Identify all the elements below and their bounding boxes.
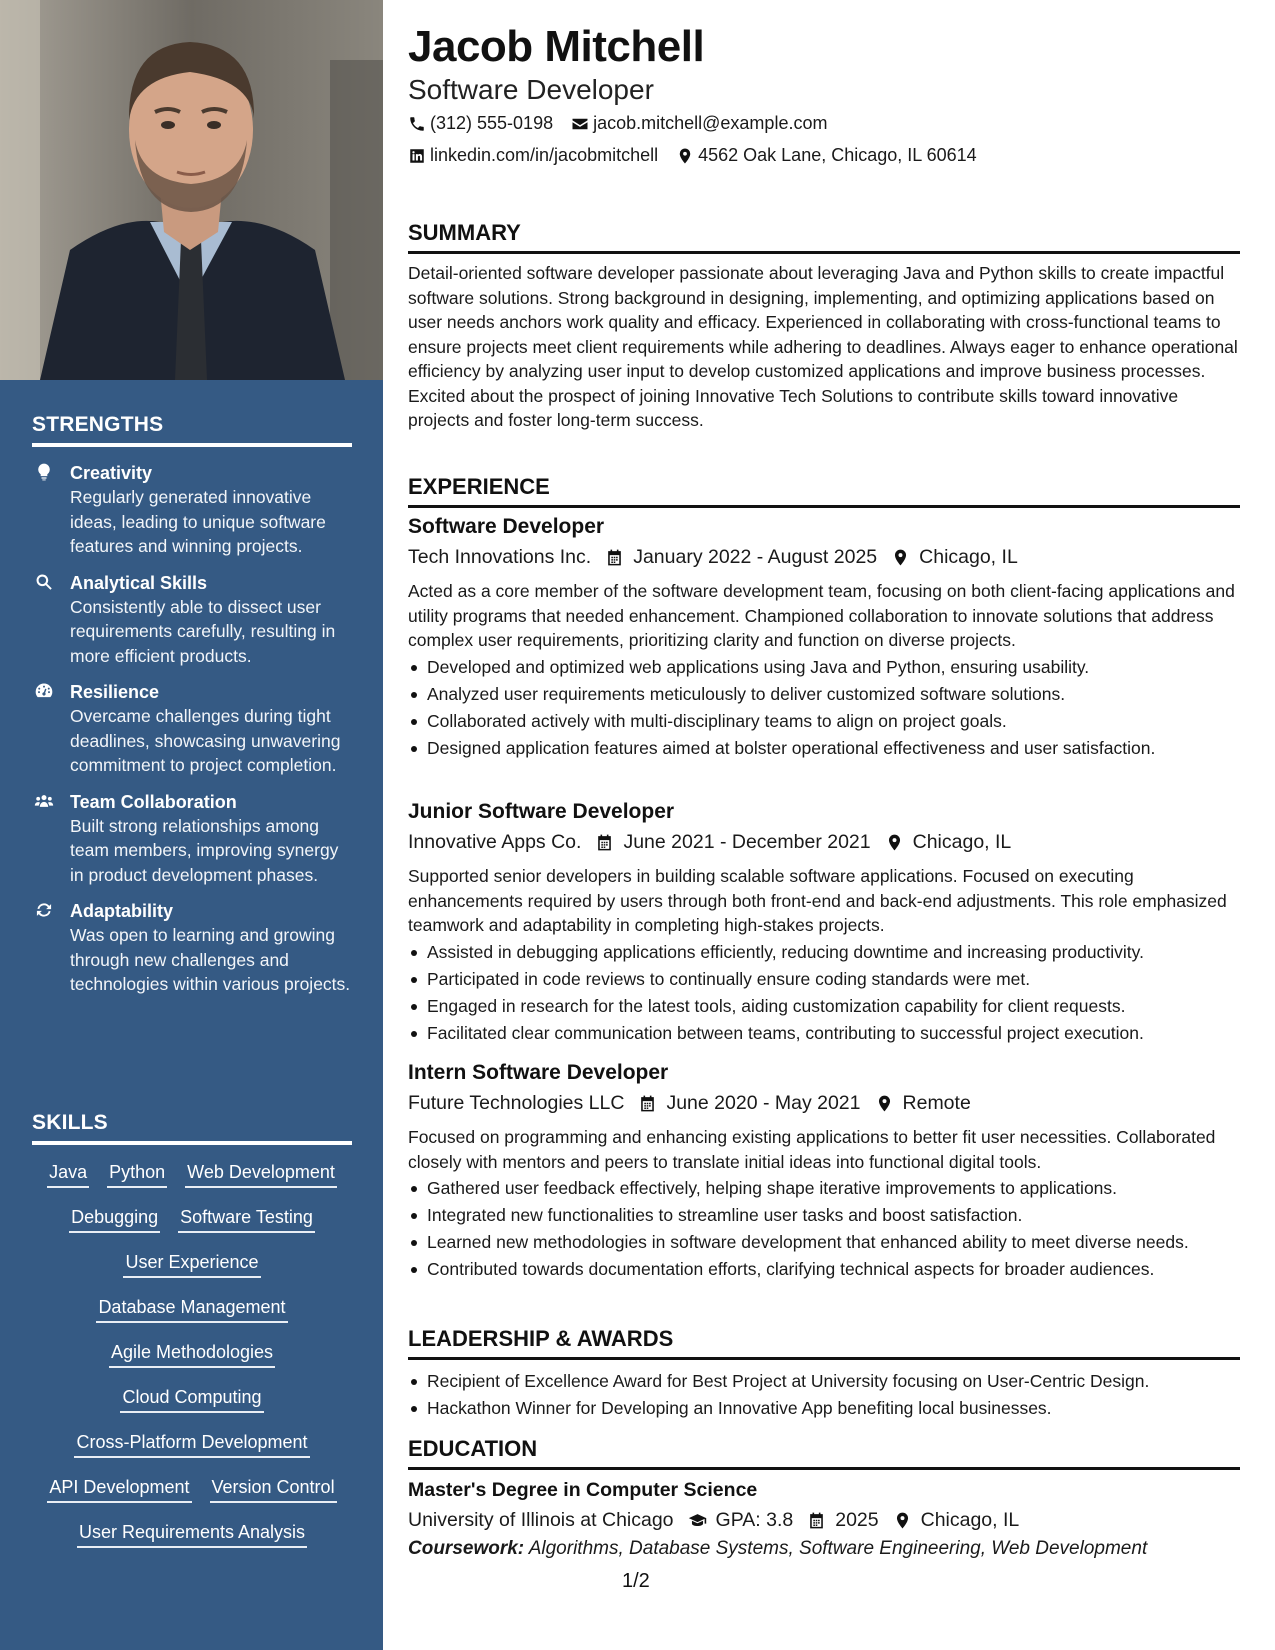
mail-icon [571,115,589,133]
skills-heading: SKILLS [32,1111,352,1145]
contact-row [408,145,995,166]
skill-tag: Cloud Computing [120,1384,263,1413]
skill-tag: API Development [47,1474,191,1503]
sidebar [0,0,383,1650]
skill-tag: Python [107,1159,167,1188]
job-company: Innovative Apps Co. [408,831,582,853]
leadership-list [408,1369,1240,1423]
candidate-role: Software Developer [408,74,654,105]
location-pin-icon [891,548,910,567]
coursework-list: Algorithms, Database Systems, Software Engineering, Web Development [528,1538,1148,1559]
strength-item [32,680,352,778]
strength-desc: Regularly generated innovative ideas, leading to unique software features and winning projects. [70,487,326,556]
school-name: University of Illinois at Chicago [408,1509,674,1531]
summary-text: Detail-oriented software developer passionate about leveraging Java and Python skills to create impactful software solutions. Strong background in designing, implementing, and optimizing applications based on user needs anchors work quality and efficacy. Experienced in collaborating with cross-functional teams to ensure projects meet client requirements while adhering to deadlines. Always eager to enhance operational efficiency by analyzing user input to develop customized applications and improve business processes. Excited about the prospect of joining Innovative Tech Solutions to contribute skills toward innovative projects and foster long-term success. [408,263,1238,430]
strength-title: Team Collaboration [70,791,237,812]
list-item: Engaged in research for the latest tools, aiding customization capability for client requests. [408,994,1240,1019]
job-bullets [408,940,1240,1046]
list-item: Analyzed user requirements meticulously to deliver customized software solutions. [408,682,1240,707]
skills-section [32,1111,352,1564]
summary-heading: SUMMARY [408,220,1240,254]
job-bullets [408,655,1240,761]
skill-tag: Debugging [69,1204,160,1233]
job-meta [408,831,1240,854]
list-item: Collaborated actively with multi-disciplinary teams to align on project goals. [408,709,1240,734]
job-company: Tech Innovations Inc. [408,546,592,568]
calendar-icon [638,1094,657,1113]
job-entry [408,514,1240,763]
list-item: Developed and optimized web applications using Java and Python, ensuring usability. [408,655,1240,680]
calendar-icon [605,548,624,567]
skill-tag: Web Development [185,1159,337,1188]
list-item: Integrated new functionalities to streamline user tasks and boost satisfaction. [408,1203,1240,1228]
job-meta [408,1092,1240,1115]
grad-year: 2025 [835,1509,879,1531]
profile-photo [0,0,383,380]
list-item: Gathered user feedback effectively, helping shape iterative improvements to applications. [408,1176,1240,1201]
job-dates: January 2022 - August 2025 [633,546,878,568]
list-item: Assisted in debugging applications efficiently, reducing downtime and increasing productivity. [408,940,1240,965]
job-entry [408,799,1240,1048]
address-contact [676,145,977,166]
job-title: Junior Software Developer [408,800,675,823]
list-item: Designed application features aimed at bolster operational effectiveness and user satisfaction. [408,736,1240,761]
job-bullets [408,1176,1240,1282]
skill-tag: User Requirements Analysis [77,1519,307,1548]
job-description: Acted as a core member of the software development team, focusing on both client-facing applications and utility programs that needed enhancement. Championed collaboration to innovate solutions that address complex user requirements, prioritizing clarity and function on diverse projects. [408,581,1235,650]
job-dates: June 2021 - December 2021 [623,831,871,853]
linkedin-icon [408,147,426,165]
linkedin-text: linkedin.com/in/jacobmitchell [430,145,659,165]
list-item: Recipient of Excellence Award for Best Project at University focusing on User-Centric Design. [408,1369,1240,1394]
coursework-label: Coursework: [408,1538,525,1559]
phone-icon [408,115,426,133]
email-text: jacob.mitchell@example.com [593,113,828,133]
job-meta [408,546,1240,569]
job-location: Chicago, IL [912,831,1012,853]
skills-list [32,1159,352,1564]
list-item: Participated in code reviews to continually ensure coding standards were met. [408,967,1240,992]
location-pin-icon [885,833,904,852]
location-pin-icon [676,147,694,165]
calendar-icon [807,1511,826,1530]
strength-title: Adaptability [70,901,174,921]
strength-item [32,571,352,669]
email-contact[interactable] [571,113,827,134]
search-icon [32,571,70,669]
page-number: 1/2 [622,1570,650,1592]
job-description: Supported senior developers in building scalable software applications. Focused on executing enhancements required by users through both front-end and back-end adjustments. This role emphasized teamwork and adaptability in completing high-stakes projects. [408,866,1227,935]
skill-tag: Java [47,1159,89,1188]
graduation-cap-icon [688,1511,707,1530]
strength-item [32,899,352,997]
contact-row [408,113,845,134]
job-entry [408,1060,1240,1284]
address-text: 4562 Oak Lane, Chicago, IL 60614 [698,145,977,165]
job-title: Intern Software Developer [408,1061,669,1084]
list-item: Facilitated clear communication between teams, contributing to successful project execution. [408,1021,1240,1046]
calendar-icon [595,833,614,852]
gauge-icon [32,680,70,778]
list-item: Contributed towards documentation efforts, clarifying technical aspects for broader audiences. [408,1257,1240,1282]
strength-title: Analytical Skills [70,572,208,593]
skill-tag: Cross-Platform Development [74,1429,309,1458]
list-item: Hackathon Winner for Developing an Innovative App benefiting local businesses. [408,1396,1240,1421]
gpa: GPA: 3.8 [715,1509,794,1531]
job-description: Focused on programming and enhancing existing applications to better fit user necessities. Collaborated closely with mentors and peers to translate initial ideas into functional digital tools. [408,1127,1216,1172]
job-title: Software Developer [408,515,605,538]
strength-desc: Overcame challenges during tight deadlines, showcasing unwavering commitment to project completion. [70,706,341,775]
job-location: Remote [902,1092,971,1114]
job-company: Future Technologies LLC [408,1092,625,1114]
strength-item [32,461,352,559]
candidate-name: Jacob Mitchell [408,22,705,71]
strengths-list [32,461,352,997]
education-meta [408,1509,1240,1532]
skill-tag: Agile Methodologies [109,1339,275,1368]
phone-text: (312) 555-0198 [430,113,554,133]
leadership-heading: LEADERSHIP & AWARDS [408,1326,1240,1360]
strength-item [32,790,352,888]
school-location: Chicago, IL [920,1509,1020,1531]
degree-title: Master's Degree in Computer Science [408,1479,758,1501]
skill-tag: Database Management [96,1294,287,1323]
skill-tag: User Experience [123,1249,260,1278]
job-dates: June 2020 - May 2021 [666,1092,861,1114]
users-icon [32,790,70,888]
education-entry [408,1477,1240,1560]
list-item: Learned new methodologies in software development that enhanced ability to meet diverse needs. [408,1230,1240,1255]
skill-tag: Software Testing [178,1204,315,1233]
sync-icon [32,899,70,997]
lightbulb-icon [32,461,70,559]
phone-contact[interactable] [408,113,553,134]
location-pin-icon [893,1511,912,1530]
strength-title: Creativity [70,463,153,483]
strengths-heading: STRENGTHS [32,413,352,447]
strength-desc: Consistently able to dissect user requirements carefully, resulting in more efficient products. [70,596,336,666]
experience-heading: EXPERIENCE [408,474,1240,508]
strengths-section [32,413,352,997]
strength-desc: Built strong relationships among team members, improving synergy in product development phases. [70,815,339,885]
coursework [408,1538,1240,1560]
job-location: Chicago, IL [919,546,1018,568]
location-pin-icon [875,1094,894,1113]
strength-desc: Was open to learning and growing through new challenges and technologies within various projects. [70,925,351,994]
strength-title: Resilience [70,682,160,702]
education-heading: EDUCATION [408,1436,1240,1470]
linkedin-contact[interactable] [408,145,658,166]
skill-tag: Version Control [210,1474,337,1503]
